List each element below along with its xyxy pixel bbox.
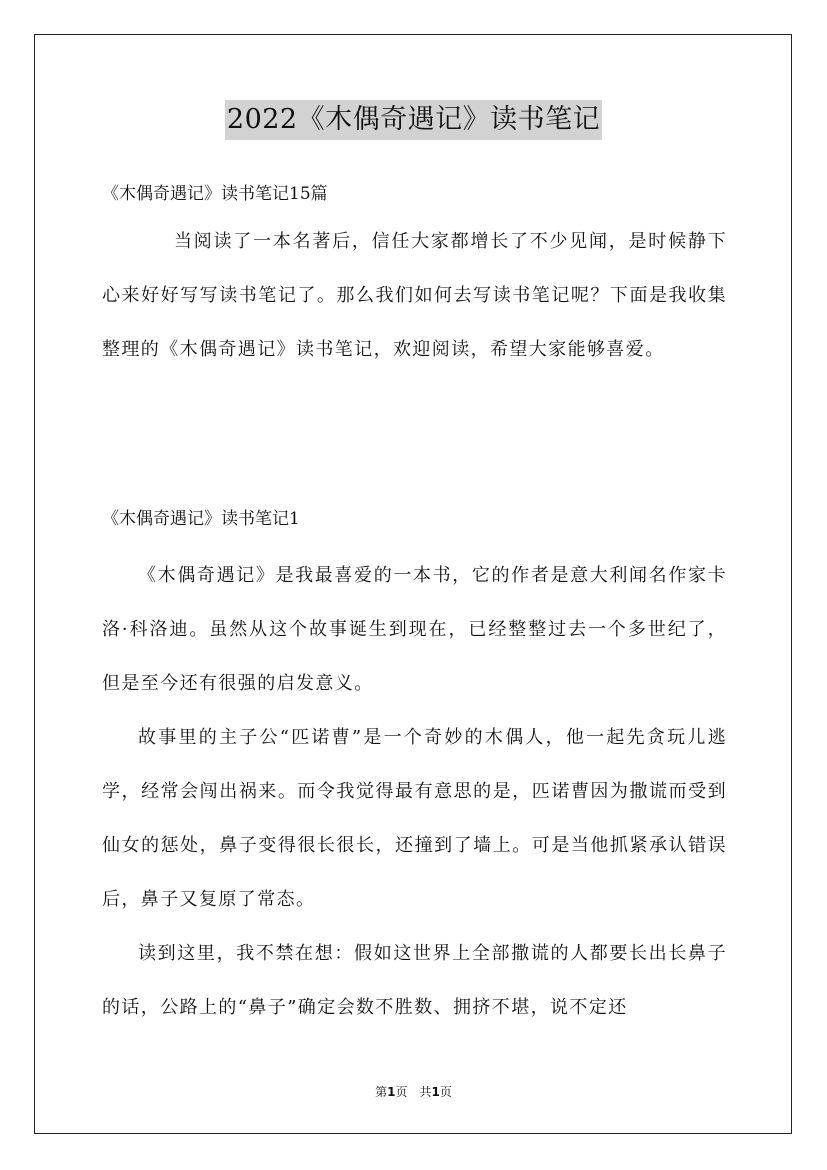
page-footer bbox=[0, 1083, 827, 1101]
title-wrap bbox=[0, 100, 827, 140]
footer-mid: 页 共 bbox=[395, 1085, 432, 1099]
footer-prefix: 第 bbox=[375, 1085, 388, 1099]
footer-suffix: 页 bbox=[439, 1085, 452, 1099]
footer-current-page: 1 bbox=[387, 1085, 396, 1099]
footer-total-pages: 1 bbox=[431, 1085, 440, 1099]
document-subtitle: 《木偶奇遇记》读书笔记15篇 bbox=[102, 184, 328, 204]
body-paragraph: 《木偶奇遇记》是我最喜爱的一本书，它的作者是意大利闻名作家卡洛·科洛迪。虽然从这个故事诞生到现在，已经整整过去一个多世纪了，但是至今还有很强的启发意义。 bbox=[102, 565, 727, 694]
intro-paragraph: 当阅读了一本名著后，信任大家都增长了不少见闻，是时候静下心来好好写写读书笔记了。那么我们如何去写读书笔记呢？下面是我收集整理的《木偶奇遇记》读书笔记，欢迎阅读，希望大家能够喜爱。 bbox=[102, 231, 727, 360]
section-heading: 《木偶奇遇记》读书笔记1 bbox=[102, 509, 300, 529]
body-paragraph: 读到这里，我不禁在想：假如这世界上全部撒谎的人都要长出长鼻子的话，公路上的“鼻子”确定会数不胜数、拥挤不堪，说不定还 bbox=[102, 943, 727, 1018]
document-title: 2022《木偶奇遇记》读书笔记 bbox=[225, 100, 602, 140]
body-paragraph: 故事里的主子公“匹诺曹”是一个奇妙的木偶人，他一起先贪玩儿逃学，经常会闯出祸来。而令我觉得最有意思的是，匹诺曹因为撒谎而受到仙女的惩处，鼻子变得很长很长，还撞到了墙上。可是当他抓紧承认错误后，鼻子又复原了常态。 bbox=[102, 727, 727, 910]
